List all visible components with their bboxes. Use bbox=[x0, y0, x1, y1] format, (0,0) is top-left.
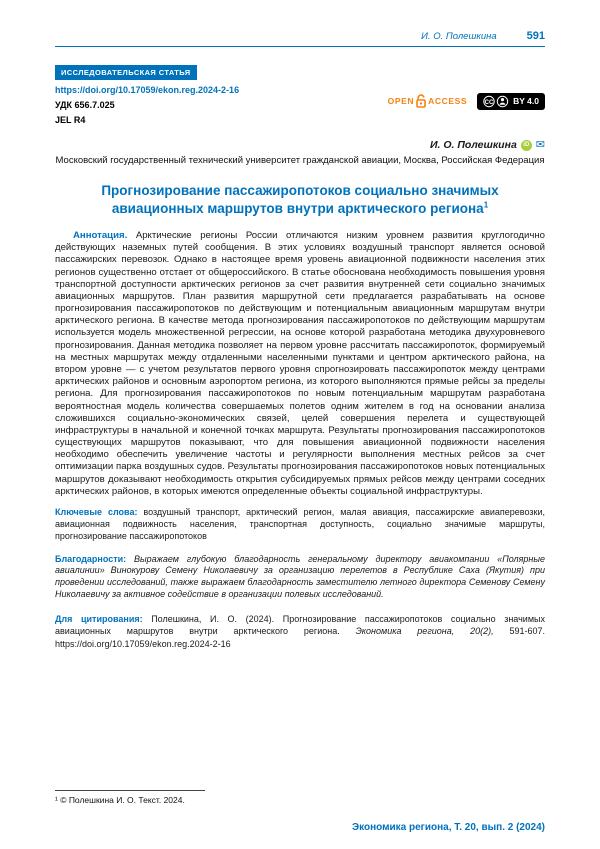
affiliation: Московский государственный технический университет гражданской авиации, Москва, Российская Федерация bbox=[55, 155, 545, 166]
author-name: И. О. Полешкина bbox=[429, 139, 517, 151]
open-lock-icon bbox=[416, 94, 426, 108]
email-icon[interactable]: ✉ bbox=[535, 138, 545, 151]
svg-text:CC: CC bbox=[484, 99, 494, 106]
citation-text-after: 591-607. https://doi.org/10.17059/ekon.reg.2024-2-16 bbox=[55, 626, 545, 649]
udk-code: УДК 656.7.025 bbox=[55, 100, 115, 110]
keywords bbox=[55, 507, 545, 543]
acknowledgements bbox=[55, 554, 545, 602]
footnote-text: ¹ © Полешкина И. О. Текст. 2024. bbox=[55, 795, 185, 805]
keywords-label: Ключевые слова: bbox=[55, 506, 138, 517]
meta-left bbox=[55, 65, 239, 125]
running-head-author: И. О. Полешкина bbox=[421, 31, 497, 42]
doi-link[interactable]: https://doi.org/10.17059/ekon.reg.2024-2-16 bbox=[55, 85, 240, 95]
citation-journal-name: Экономика региона, 20(2), bbox=[355, 626, 494, 637]
orcid-icon[interactable]: iD bbox=[521, 140, 532, 151]
citation-text-before: Полешкина, И. О. (2024). Прогнозирование пассажиропотоков социально значимых авиационных маршрутов внутри арктического региона. bbox=[55, 614, 545, 637]
author-line bbox=[55, 139, 545, 151]
meta-row bbox=[55, 65, 545, 125]
footnote-divider bbox=[55, 790, 205, 791]
cc-by-icon bbox=[483, 95, 509, 108]
acknowledgements-label: Благодарности: bbox=[55, 553, 127, 564]
meta-right bbox=[388, 65, 545, 125]
abstract-label: Аннотация. bbox=[73, 230, 128, 242]
open-access-logo bbox=[388, 94, 468, 108]
title-footnote-mark: 1 bbox=[483, 200, 489, 210]
citation-label: Для цитирования: bbox=[55, 614, 143, 624]
title-text: Прогнозирование пассажиропотоков социально значимых авиационных маршрутов внутри арктического региона bbox=[101, 183, 499, 216]
open-access-label-left: OPEN bbox=[387, 96, 415, 106]
cc-license-label: BY 4.0 bbox=[513, 96, 539, 106]
abstract bbox=[55, 230, 545, 498]
journal-footer: Экономика региона, Т. 20, вып. 2 (2024) bbox=[352, 822, 545, 833]
open-access-label-right: ACCESS bbox=[428, 96, 468, 106]
footnote-area bbox=[55, 790, 545, 805]
abstract-text: Арктические регионы России отличаются низким уровнем развития круглогодично действующих наземных путей сообщения. В этих условиях воздушный транспорт является основой пассажирских перевозок. Однако в настоящее время уровень авиационной подвижности населения этих регионов существенно отстает от общероссийского. В статье обоснована необходимость повышения уровня транспортной доступности арктических регионов за счет развития внутренней сети социально значимых авиационных маршрутов. План развития маршрутной сети предлагается разрабатывать на основе прогнозирования пассажиропотоков по действующим и потенциальным авиационным маршрутам внутри арктического региона. В качестве метода прогнозирования пассажиропотоков по действующим маршрутам используется модель множественной регрессии, на основе которой разработана методика двухуровневого прогнозирования. Данная методика позволяет на первом уровне рассчитать пассажиропоток, формируемый на местных маршрутах между отдаленными населенными пунктами и центром арктического района, на втором уровне — с учетом результатов первого уровня спрогнозировать пассажиропоток между центрами арктических районов и основным аэропортом региона, из которого выполняются прямые рейсы за пределы региона. Для прогнозирования пассажиропотоков по новым потенциальным маршрутам разработана вероятностная модель количества совершаемых полетов одним жителем в год на основании анализа сложившихся социально-экономических связей, целей совершения перелета и существующей инфраструктуры в начальной и конечной точках маршрута. Результаты прогнозирования пассажиропотоков существующих маршрутов показывают, что для повышения авиационной подвижности населения необходимо обеспечить увеличение частоты и регулярности выполнения местных рейсов за счет оптимизации парка воздушных судов. Результаты прогнозирования пассажиропотоков новых потенциальных маршрутов доказывают необходимость открытия субсидируемых прямых рейсов между центрами соседних арктических районов, в которых имеются определенные объекты социальной инфраструктуры. bbox=[55, 230, 545, 497]
jel-code: JEL R4 bbox=[55, 115, 86, 125]
cc-by-badge[interactable] bbox=[477, 93, 545, 110]
acknowledgements-text: Выражаем глубокую благодарность генеральному директору авиакомпании «Полярные авиалинии» Винокурову Семену Николаевичу за организацию перелетов в Республике Саха (Якутия) при проведении исследований, также выражаем благодарность заместителю летного директора Семенову Семену Николаевичу за активное содействие в организации полевых исследований. bbox=[55, 553, 545, 600]
page-title bbox=[63, 182, 537, 217]
running-head bbox=[55, 30, 545, 47]
citation bbox=[55, 613, 545, 650]
page-number: 591 bbox=[526, 30, 545, 42]
article-type-badge: ИССЛЕДОВАТЕЛЬСКАЯ СТАТЬЯ bbox=[55, 65, 197, 80]
keywords-text: воздушный транспорт, арктический регион, малая авиация, пассажирские авиаперевозки, авиационная подвижность населения, транспортная доступность, социально значимые маршруты, прогнозирование пассажиропотоков bbox=[55, 506, 545, 541]
